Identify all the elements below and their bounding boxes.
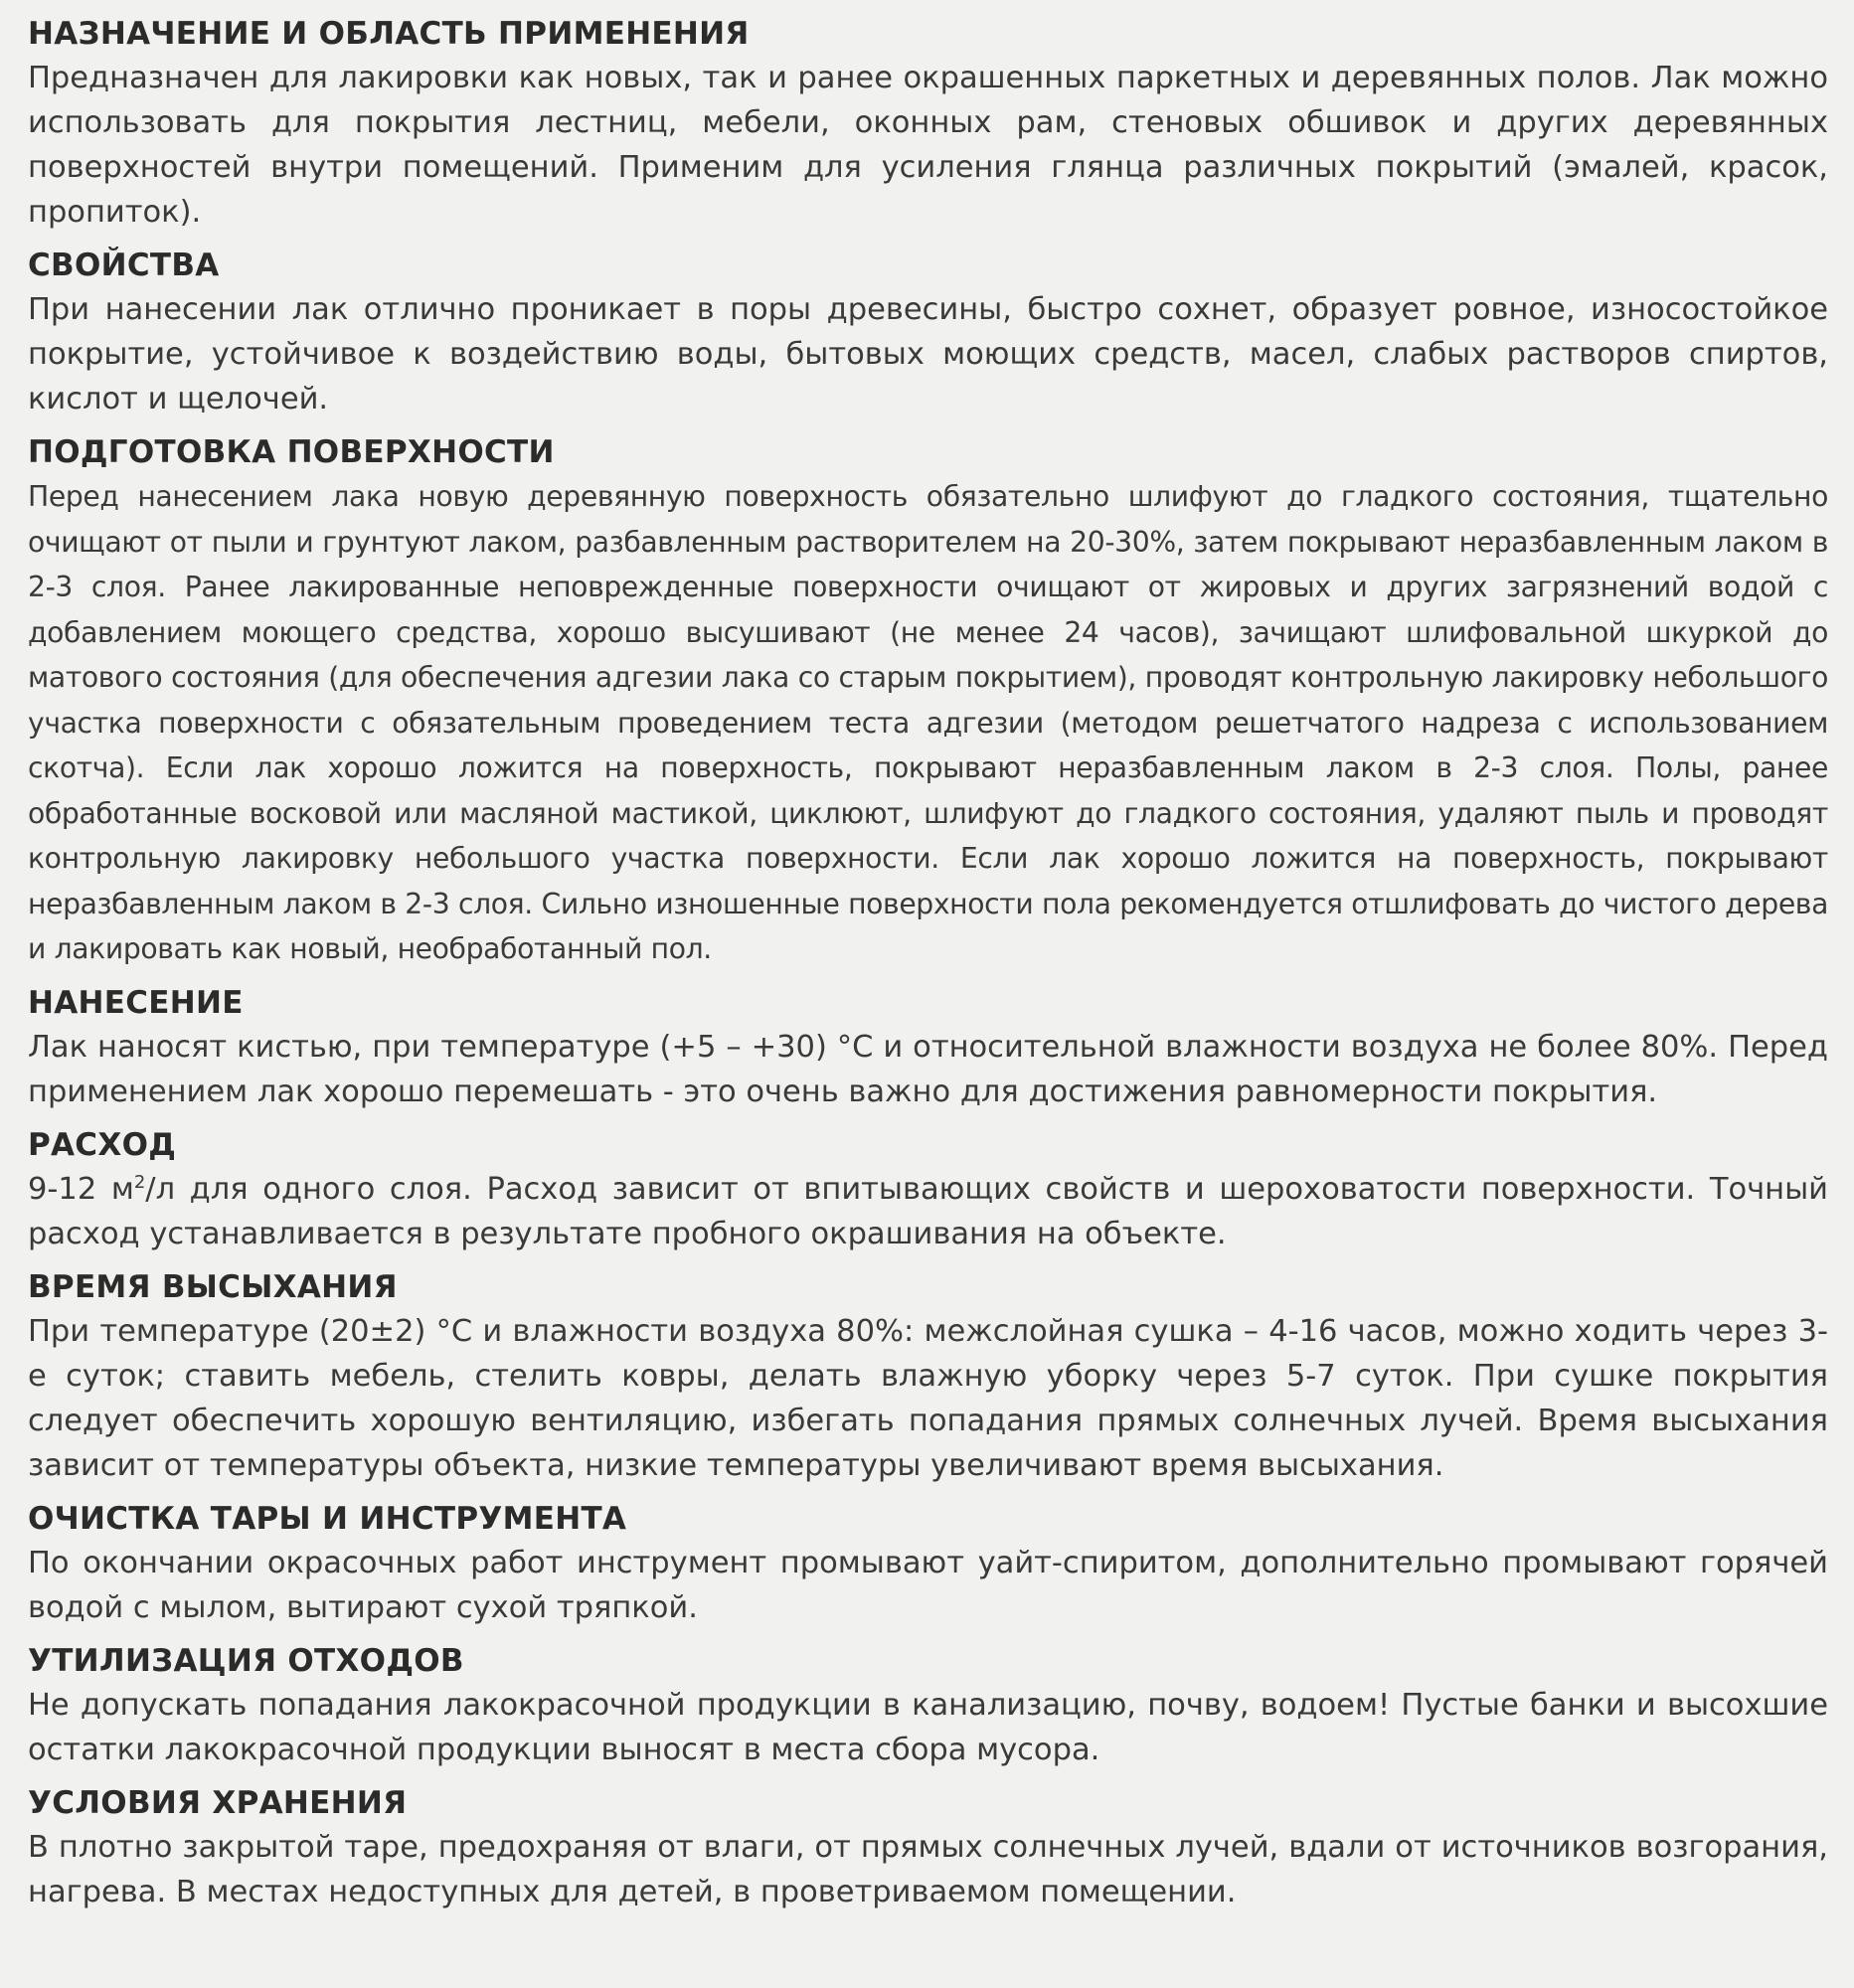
section-text: При температуре (20±2) °С и влажности воздуха 80%: межслойная сушка – 4-16 часов, можно ходить через 3-е суток; ставить мебель, стелить ковры, делать влажную уборку через 5-7 суток. При сушке покрытия следует обеспечить хорошую вентиляцию, избегать попадания прямых солнечных лучей. Время высыхания зависит от температуры объекта, низкие температуры увеличивают время высыхания. [28,1313,1828,1483]
section-storage [28,1781,1828,1914]
section-text: Лак наносят кистью, при температуре (+5 – +30) °С и относительной влажности воздуха не более 80%. Перед применением лак хорошо перемешать - это очень важно для достижения равномерности покрытия. [28,1029,1828,1109]
section-title: ПОДГОТОВКА ПОВЕРХНОСТИ [28,434,555,470]
squared-unit-superscript: 2 [133,1171,146,1193]
consumption-rate: 9-12 м [28,1171,134,1207]
section-properties [28,244,1828,421]
section-title: СВОЙСТВА [28,248,220,283]
section-text: Не допускать попадания лакокрасочной продукции в канализацию, почву, водоем! Пустые банки и высохшие остатки лакокрасочной продукции выносят в места сбора мусора. [28,1687,1828,1767]
section-title: ВРЕМЯ ВЫСЫХАНИЯ [28,1268,398,1305]
section-consumption [28,1123,1828,1256]
section-title: РАСХОД [28,1126,177,1163]
section-cleaning [28,1497,1828,1630]
section-drying-time [28,1265,1828,1488]
section-title: УТИЛИЗАЦИЯ ОТХОДОВ [28,1642,464,1679]
section-title: УСЛОВИЯ ХРАНЕНИЯ [28,1784,408,1821]
section-text: Перед нанесением лака новую деревянную поверхность обязательно шлифуют до гладкого состояния, тщательно очищают от пыли и грунтуют лаком, разбавленным растворителем на 20-30%, затем покрывают неразбавленным лаком в 2-3 слоя. Ранее лакированные неповрежденные поверхности очищают от жировых и других загрязнений водой с добавлением моющего средства, хорошо высушивают (не менее 24 часов), зачищают шлифовальной шкуркой до матового состояния (для обеспечения адгезии лака со старым покрытием), проводят контрольную лакировку небольшого участка поверхности с обязательным проведением теста адгезии (методом решетчатого надреза с использованием скотча). Если лак хорошо ложится на поверхность, покрывают неразбавленным лаком в 2-3 слоя. Полы, ранее обработанные восковой или масляной мастикой, циклюют, шлифуют до гладкого состояния, удаляют пыль и проводят контрольную лакировку небольшого участка поверхности. Если лак хорошо ложится на поверхность, покрывают неразбавленным лаком в 2-3 слоя. Сильно изношенные поверхности пола рекомендуется отшлифовать до чистого дерева и лакировать как новый, необработанный пол. [28,480,1828,965]
section-application [28,981,1828,1114]
consumption-description: /л для одного слоя. Расход зависит от впитывающих свойств и шероховатости поверхности. Точный расход устанавливается в результате пробного окрашивания на объекте. [28,1171,1828,1251]
section-title: НАНЕСЕНИЕ [28,984,244,1021]
section-text: При нанесении лак отлично проникает в поры древесины, быстро сохнет, образует ровное, износостойкое покрытие, устойчивое к воздействию воды, бытовых моющих средств, масел, слабых растворов спиртов, кислот и щелочей. [28,292,1828,416]
section-text: Предназначен для лакировки как новых, так и ранее окрашенных паркетных и деревянных полов. Лак можно использовать для покрытия лестниц, мебели, оконных рам, стеновых обшивок и других деревянных поверхностей внутри помещений. Применим для усиления глянца различных покрытий (эмалей, красок, пропиток). [28,61,1828,230]
section-text: По окончании окрасочных работ инструмент промывают уайт-спиритом, дополнительно промывают горячей водой с мылом, вытирают сухой тряпкой. [28,1545,1828,1625]
section-text [28,1167,1828,1256]
section-waste-disposal [28,1639,1828,1772]
section-title: НАЗНАЧЕНИЕ И ОБЛАСТЬ ПРИМЕНЕНИЯ [28,16,750,52]
section-surface-preparation [28,430,1828,972]
section-title: ОЧИСТКА ТАРЫ И ИНСТРУМЕНТА [28,1500,627,1537]
section-text: В плотно закрытой таре, предохраняя от влаги, от прямых солнечных лучей, вдали от источников возгорания, нагрева. В местах недоступных для детей, в проветриваемом помещении. [28,1829,1828,1909]
section-purpose [28,12,1828,235]
